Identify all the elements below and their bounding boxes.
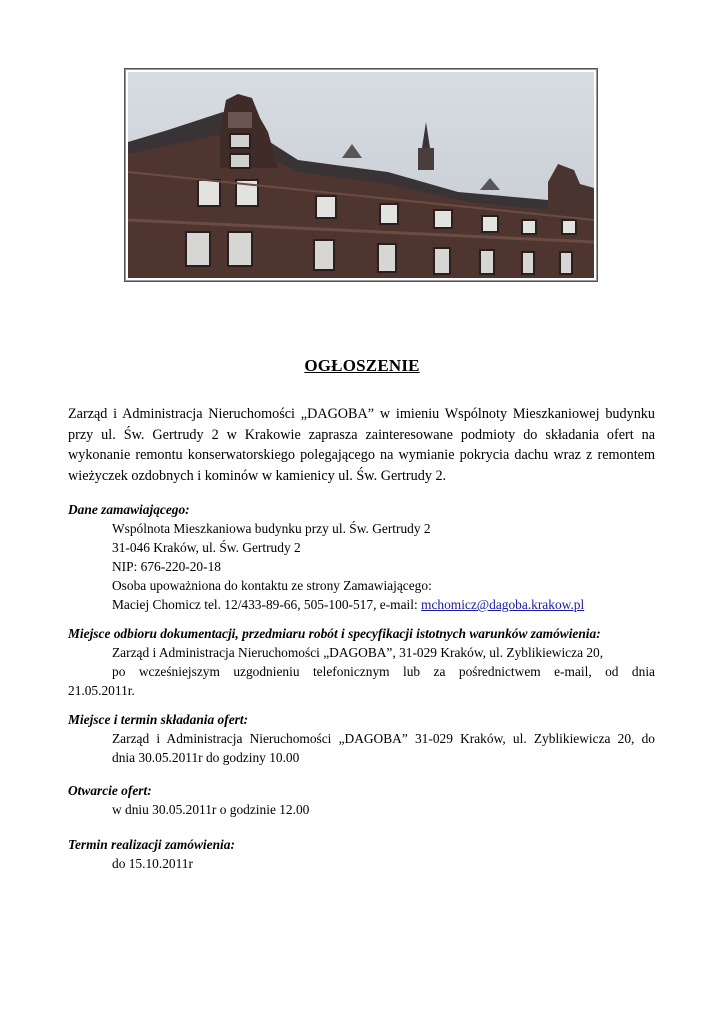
ordering-party-section xyxy=(68,500,655,614)
page-title: OGŁOSZENIE xyxy=(304,356,420,375)
intro-paragraph: Zarząd i Administracja Nieruchomości „DAGOBA” w imieniu Wspólnoty Mieszkaniowej budynku przy ul. Św. Gertrudy 2 w Krakowie zaprasza zainteresowane podmioty do składania ofert na wykonanie remontu konserwatorskiego polegającego na wymianie pokrycia dachu wraz z remontem wieżyczek ozdobnych i kominów w kamienicy ul. Św. Gertrudy 2. xyxy=(68,406,655,484)
documentation-line: 21.05.2011r. xyxy=(68,683,135,698)
ordering-party-line: 31-046 Kraków, ul. Św. Gertrudy 2 xyxy=(112,540,301,555)
opening-section xyxy=(68,781,655,819)
building-illustration xyxy=(128,72,594,278)
ordering-party-line: NIP: 676-220-20-18 xyxy=(112,559,221,574)
ordering-party-line: Wspólnota Mieszkaniowa budynku przy ul. Św. Gertrudy 2 xyxy=(112,521,431,536)
building-photo xyxy=(124,68,598,282)
documentation-line: po wcześniejszym uzgodnieniu telefonicznym lub za pośrednictwem e-mail, od dnia xyxy=(112,664,655,679)
completion-section xyxy=(68,835,655,873)
email-link[interactable]: mchomicz@dagoba.krakow.pl xyxy=(421,597,585,612)
documentation-line: Zarząd i Administracja Nieruchomości „DAGOBA”, 31-029 Kraków, ul. Zyblikiewicza 20, xyxy=(112,645,604,660)
documentation-section xyxy=(68,624,655,700)
submission-section xyxy=(68,710,655,767)
submission-line: Zarząd i Administracja Nieruchomości „DAGOBA” 31-029 Kraków, ul. Zyblikiewicza 20, do xyxy=(112,731,655,746)
documentation-heading: Miejsce odbioru dokumentacji, przedmiaru robót i specyfikacji istotnych warunków zamówienia: xyxy=(68,626,601,641)
completion-line: do 15.10.2011r xyxy=(112,856,193,871)
ordering-party-line: Osoba upoważniona do kontaktu ze strony Zamawiającego: xyxy=(112,578,432,593)
contact-text: Maciej Chomicz tel. 12/433-89-66, 505-100-517, e-mail: xyxy=(112,597,422,612)
contact-line xyxy=(68,595,655,614)
opening-heading: Otwarcie ofert: xyxy=(68,783,152,798)
submission-line: dnia 30.05.2011r do godziny 10.00 xyxy=(112,750,300,765)
opening-line: w dniu 30.05.2011r o godzinie 12.00 xyxy=(112,802,310,817)
submission-heading: Miejsce i termin składania ofert: xyxy=(68,712,249,727)
completion-heading: Termin realizacji zamówienia: xyxy=(68,837,235,852)
ordering-party-heading: Dane zamawiającego: xyxy=(68,502,190,517)
